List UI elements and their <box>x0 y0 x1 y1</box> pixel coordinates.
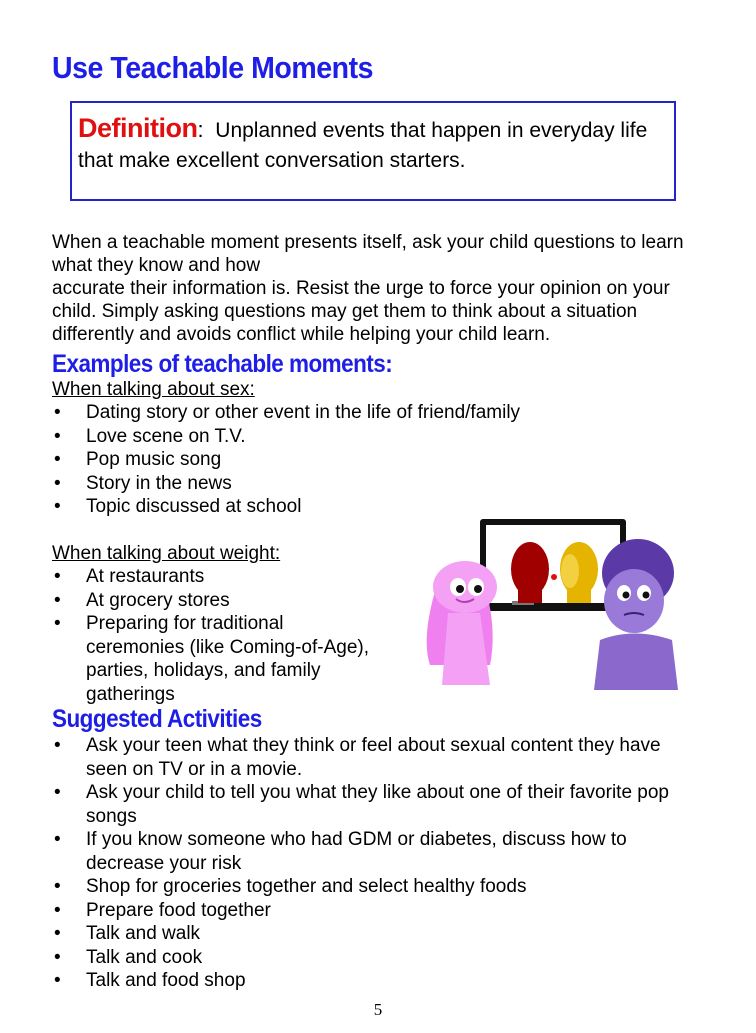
list-item: • Shop for groceries together and select healthy foods <box>52 875 702 899</box>
list-item: • Preparing for traditional ceremonies (like Coming-of-Age), parties, holidays, and family gatherings <box>52 612 376 706</box>
page-number: 5 <box>373 1000 383 1019</box>
list-item: • At grocery stores <box>52 589 412 613</box>
definition-label: Definition <box>78 113 198 143</box>
sex-examples-list <box>52 401 692 519</box>
examples-heading: Examples of teachable moments: <box>52 350 393 378</box>
activities-list <box>52 734 702 993</box>
list-item: • Story in the news <box>52 472 692 496</box>
list-item: • Topic discussed at school <box>52 495 692 519</box>
page-title: Use Teachable Moments <box>52 50 374 85</box>
definition-text-block <box>78 113 668 176</box>
list-item: • Prepare food together <box>52 899 702 923</box>
list-item: • Talk and walk <box>52 922 702 946</box>
sex-subheading: When talking about sex: <box>52 379 255 400</box>
activities-heading: Suggested Activities <box>52 705 262 733</box>
intro-line-2: accurate their information is. Resist the urge to force your opinion on your child. Simply asking questions may get them to think about a situation differently and avoids conflict while helping your child learn. <box>52 278 670 345</box>
tv-watching-illustration <box>420 515 690 690</box>
list-item: • Talk and food shop <box>52 969 702 993</box>
list-item: • Dating story or other event in the life of friend/family <box>52 401 692 425</box>
intro-line-1: When a teachable moment presents itself, ask your child questions to learn what they know and how <box>52 232 684 276</box>
list-item: • At restaurants <box>52 565 412 589</box>
list-item: • Pop music song <box>52 448 692 472</box>
purple-woman-icon <box>594 539 678 690</box>
intro-paragraph <box>52 231 712 346</box>
list-item: • Ask your child to tell you what they like about one of their favorite pop songs <box>52 781 702 828</box>
pink-girl-icon <box>427 561 497 685</box>
list-item: • Love scene on T.V. <box>52 425 692 449</box>
definition-box <box>70 101 676 201</box>
weight-examples-list <box>52 565 412 706</box>
list-item: • Ask your teen what they think or feel about sexual content they have seen on TV or in a movie. <box>52 734 702 781</box>
weight-subheading: When talking about weight: <box>52 543 281 564</box>
list-item: • Talk and cook <box>52 946 702 970</box>
list-item: • If you know someone who had GDM or diabetes, discuss how to decrease your risk <box>52 828 702 875</box>
definition-separator: : <box>197 117 204 142</box>
definition-text: Unplanned events that happen in everyday life that make excellent conversation starters. <box>78 119 648 172</box>
